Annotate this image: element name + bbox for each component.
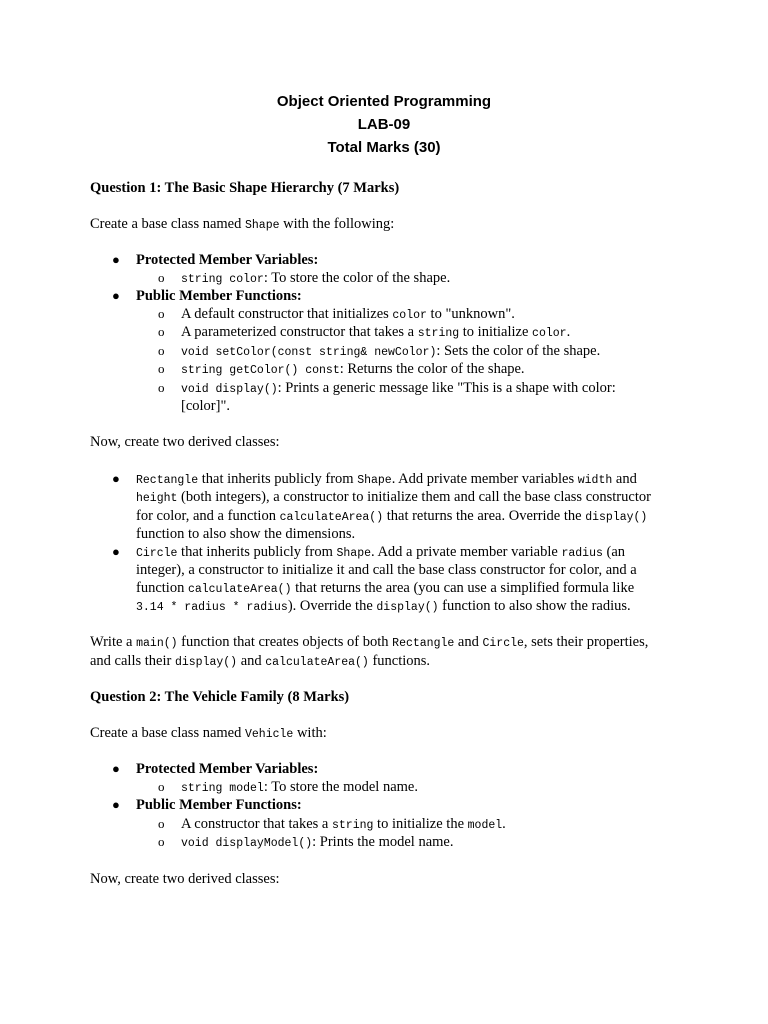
sub-marker: o [158,779,165,794]
q1-func-display-cont: [color]". [181,398,230,414]
bullet-marker: ● [112,544,120,559]
q1-member-color: string color: To store the color of the shape. [181,270,451,286]
total-marks: Total Marks (30) [327,139,441,156]
q2-member-model: string model: To store the model name. [181,779,418,795]
q2-heading: Question 2: The Vehicle Family (8 Marks) [90,689,350,705]
q2-func-displaymodel: void displayModel(): Prints the model name. [181,834,454,850]
course-title: Object Oriented Programming [276,93,492,110]
sub-marker: o [158,816,165,831]
q1-rectangle-line3: for color, and a function calculateArea() that returns the area. Override the display() [136,508,648,524]
sub-marker: o [158,380,165,395]
sub-marker: o [158,270,165,285]
q1-rectangle-line2: height (both integers), a constructor to initialize them and call the base class constructor [136,489,651,505]
q1-circle-line1: Circle that inherits publicly from Shape. Add a private member variable radius (an [136,544,626,560]
sub-marker: o [158,834,165,849]
q1-func-default-ctor: A default constructor that initializes color to "unknown". [181,306,515,322]
bullet-marker: ● [112,288,120,303]
q1-func-display: void display(): Prints a generic message like "This is a shape with color: [181,380,616,396]
q1-heading: Question 1: The Basic Shape Hierarchy (7 Marks) [90,180,400,196]
q1-circle-line2: integer), a constructor to initialize it and call the base class constructor for color, and a [136,562,637,578]
bullet-marker: ● [112,471,120,486]
q1-rectangle-line1: Rectangle that inherits publicly from Shape. Add private member variables width and [136,471,637,487]
sub-marker: o [158,361,165,376]
q2-public-label: Public Member Functions: [136,797,302,813]
q1-public-label: Public Member Functions: [136,288,302,304]
q1-circle-line4: 3.14 * radius * radius). Override the display() function to also show the radius. [136,598,631,614]
q1-rectangle-line4: function to also show the dimensions. [136,526,356,542]
q1-derived-intro: Now, create two derived classes: [90,434,280,450]
lab-title: LAB-09 [357,116,411,133]
q1-circle-line3: function calculateArea() that returns the area (you can use a simplified formula like [136,580,635,596]
q2-protected-label: Protected Member Variables: [136,761,319,777]
q2-func-ctor: A constructor that takes a string to initialize the model. [181,816,506,832]
q1-protected-label: Protected Member Variables: [136,252,319,268]
bullet-marker: ● [112,252,120,267]
q2-derived-intro: Now, create two derived classes: [90,871,280,887]
bullet-marker: ● [112,761,120,776]
sub-marker: o [158,306,165,321]
sub-marker: o [158,343,165,358]
q1-func-getcolor: string getColor() const: Returns the color of the shape. [181,361,525,377]
q1-write-main-line2: and calls their display() and calculateArea() functions. [90,653,431,669]
q1-func-setcolor: void setColor(const string& newColor): Sets the color of the shape. [181,343,601,359]
bullet-marker: ● [112,797,120,812]
q1-func-param-ctor: A parameterized constructor that takes a string to initialize color. [181,324,571,340]
q1-write-main-line1: Write a main() function that creates objects of both Rectangle and Circle, sets their properties, [90,634,649,650]
sub-marker: o [158,324,165,339]
q1-intro: Create a base class named Shape with the following: [90,216,395,232]
q2-intro: Create a base class named Vehicle with: [90,725,327,741]
